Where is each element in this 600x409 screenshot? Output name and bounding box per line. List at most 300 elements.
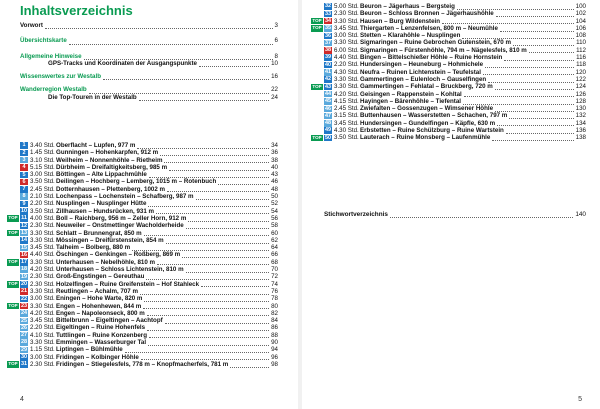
tour-page: 104 — [575, 17, 586, 25]
tour-number-badge: 46 — [324, 105, 332, 112]
tour-number-badge: 15 — [20, 244, 28, 251]
right-page — [304, 0, 600, 409]
tour-name: Buttenhausen – Wasserstetten – Schachen, 797 m — [360, 112, 508, 120]
leader-dots — [103, 74, 269, 80]
tour-number-badge: 49 — [324, 127, 332, 134]
tour-number-badge: 40 — [324, 61, 332, 68]
toc-entry[interactable] — [20, 53, 278, 60]
tour-duration: 3.30 Std. — [334, 83, 359, 91]
toc-page: 22 — [271, 86, 278, 94]
tour-name: Nusplingen – Nusplinger Hütte — [56, 200, 147, 208]
top-tour-badge: TOP — [8, 302, 18, 308]
tour-duration: 4.40 Std. — [30, 251, 55, 259]
tour-name: Hausen – Burg Wildenstein — [360, 17, 441, 25]
leader-dots — [141, 354, 269, 360]
tour-duration: 3.30 Std. — [334, 39, 359, 47]
tour-entry[interactable] — [20, 317, 278, 324]
leader-dots — [182, 252, 269, 258]
tour-page: 43 — [271, 171, 278, 179]
tour-entry[interactable] — [324, 32, 586, 39]
tour-number-badge: 31 — [20, 361, 28, 368]
tour-number-badge: 42 — [324, 76, 332, 83]
tour-page: 134 — [575, 119, 586, 127]
toc-page: 6 — [274, 37, 278, 45]
tour-entry[interactable] — [20, 222, 278, 229]
toc-entry[interactable] — [20, 22, 278, 29]
tour-entry[interactable] — [20, 193, 278, 200]
leader-dots — [492, 135, 573, 141]
tour-page: 94 — [271, 346, 278, 354]
tour-duration: 2.30 Std. — [30, 273, 55, 281]
tour-entry[interactable] — [20, 273, 278, 280]
leader-dots — [496, 11, 574, 17]
tour-page: 36 — [271, 149, 278, 157]
leader-dots — [513, 40, 574, 46]
leader-dots — [509, 113, 573, 119]
tour-page: 70 — [271, 266, 278, 274]
tour-number-badge: 21 — [20, 288, 28, 295]
tour-entry[interactable] — [20, 354, 278, 361]
tour-page: 88 — [271, 331, 278, 339]
leader-dots — [157, 259, 269, 265]
tour-duration: 3.30 Std. — [30, 229, 55, 237]
leader-dots — [464, 91, 574, 97]
leader-dots — [497, 120, 574, 126]
tour-entry[interactable] — [20, 208, 278, 215]
tour-page: 34 — [271, 142, 278, 149]
tour-number-badge: 37 — [324, 39, 332, 46]
book-gutter — [298, 0, 302, 409]
tour-name: Erbstetten – Ruine Schülzburg – Ruine Wartstein — [360, 127, 504, 135]
leader-dots — [148, 340, 269, 346]
tour-number-badge: 30 — [20, 354, 28, 360]
leader-dots — [69, 39, 273, 45]
tour-page: 132 — [575, 112, 586, 120]
tour-duration: 3.45 Std. — [334, 119, 359, 127]
tour-entry[interactable] — [324, 112, 586, 119]
leader-dots — [146, 274, 269, 280]
tour-page: 138 — [575, 134, 586, 142]
top-tour-badge: TOP — [312, 17, 322, 23]
tour-name: Emmingen – Wasserburger Tal — [56, 339, 147, 347]
tour-duration: 3.00 Std. — [30, 353, 55, 361]
tour-name: Zillhausen – Hundsrücken, 931 m — [56, 207, 154, 215]
tour-page: 84 — [271, 317, 278, 325]
tour-page: 90 — [271, 339, 278, 347]
tour-duration: 3.50 Std. — [334, 134, 359, 142]
tour-name: Bingen – Bittelschießer Höhle – Ruine Hornstein — [360, 54, 503, 62]
toc-label: Übersichtskarte — [20, 37, 67, 45]
tour-name: Zwiefalten – Gossenzugen – Wimsener Höhle — [360, 105, 494, 113]
leader-dots — [442, 18, 574, 24]
index-entry[interactable] — [324, 211, 586, 218]
leader-dots — [495, 106, 574, 112]
leader-dots — [147, 325, 269, 331]
tour-number-badge: 39 — [324, 54, 332, 61]
tour-number-badge: 22 — [20, 295, 28, 302]
tour-entry[interactable] — [8, 302, 278, 310]
leader-dots — [139, 95, 269, 101]
tour-number-badge: 10 — [20, 208, 28, 215]
tour-duration: 5.15 Std. — [30, 163, 55, 171]
tour-duration: 3.45 Std. — [30, 317, 55, 325]
tour-name: Mössingen – Dreifürstenstein, 854 m — [56, 236, 164, 244]
tour-duration: 3.30 Std. — [30, 258, 55, 266]
tour-entry[interactable] — [312, 134, 586, 142]
tour-page: 116 — [576, 54, 586, 62]
toc-label: GPS-Tracks und Koordinaten der Ausgangspunkte — [48, 59, 197, 67]
tour-page: 98 — [271, 360, 278, 368]
tour-entry[interactable] — [8, 229, 278, 237]
tour-name: Beuron – Jägerhaus – Bergsteig — [360, 3, 455, 10]
tour-page: 128 — [575, 97, 586, 105]
tour-page: 40 — [271, 163, 278, 171]
tour-duration: 3.30 Std. — [30, 236, 55, 244]
leader-dots — [504, 55, 574, 61]
tour-list-right — [312, 3, 586, 142]
tour-duration: 3.50 Std. — [30, 207, 55, 215]
leader-dots — [149, 172, 269, 178]
tour-number-badge: 14 — [20, 237, 28, 244]
tour-duration: 3.40 Std. — [30, 142, 55, 149]
tour-entry[interactable] — [20, 178, 278, 185]
tour-duration: 3.30 Std. — [30, 287, 55, 295]
tour-entry[interactable] — [324, 98, 586, 105]
left-page — [0, 0, 296, 409]
tour-name: Fridingen – Stiegelesfels, 778 m – Knopfmacherfels, 781 m — [56, 360, 229, 368]
tour-page: 100 — [575, 3, 586, 10]
toc-entry[interactable] — [20, 60, 278, 67]
tour-page: 80 — [271, 302, 278, 310]
tour-name: Lauterach – Ruine Monsberg – Laufenmühle — [360, 134, 491, 142]
tour-entry[interactable] — [20, 200, 278, 207]
tour-page: 56 — [271, 214, 278, 222]
tour-duration: 2.30 Std. — [30, 280, 55, 288]
leader-dots — [483, 69, 574, 75]
tour-name: Weilheim – Nonnenhöhle – Rietheim — [56, 156, 163, 164]
toc-label: Wanderregion Westalb — [20, 86, 87, 94]
top-tour-badge: TOP — [312, 134, 322, 140]
tour-name: Eningen – Hohe Warte, 820 m — [56, 295, 143, 303]
toc-page: 8 — [274, 52, 278, 60]
toc-entry[interactable] — [20, 73, 278, 80]
tour-name: Lochenpass – Lochenstein – Schafberg, 987 m — [56, 193, 194, 201]
leader-dots — [462, 33, 573, 39]
tour-number-badge: 7 — [20, 186, 28, 193]
tour-entry[interactable] — [20, 157, 278, 164]
leader-dots — [463, 99, 574, 105]
tour-page: 52 — [271, 200, 278, 208]
tour-number-badge: 38 — [324, 47, 332, 54]
tour-duration: 2.45 Std. — [30, 185, 55, 193]
tour-number-badge: 9 — [20, 201, 28, 208]
tour-page: 122 — [575, 75, 586, 83]
tour-number-badge: 4 — [20, 164, 28, 171]
tour-duration: 4.30 Std. — [334, 68, 359, 76]
tour-duration: 4.00 Std. — [30, 214, 55, 222]
tour-duration: 4.10 Std. — [30, 331, 55, 339]
tour-duration: 3.50 Std. — [30, 178, 55, 186]
tour-name: Stetten – Klarahöhle – Nusplingen — [360, 32, 461, 40]
tour-duration: 2.30 Std. — [30, 360, 55, 368]
tour-entry[interactable] — [324, 69, 586, 76]
page-title: Inhaltsverzeichnis — [20, 3, 133, 18]
tour-page: 46 — [271, 178, 278, 186]
tour-entry[interactable] — [312, 24, 586, 32]
tour-duration: 3.00 Std. — [30, 171, 55, 179]
tour-page: 124 — [575, 83, 586, 91]
tour-name: Beuron – Schloss Bronnen – Jägerhaushöhle — [360, 10, 494, 18]
tour-entry[interactable] — [8, 360, 278, 368]
toc-label: Vorwort — [20, 22, 43, 29]
tour-duration: 3.30 Std. — [30, 339, 55, 347]
tour-number-badge: 8 — [20, 193, 28, 200]
tour-entry[interactable] — [20, 339, 278, 346]
tour-entry[interactable] — [20, 251, 278, 258]
tour-entry[interactable] — [20, 346, 278, 353]
tour-name: Unterhausen – Nebelhöhle, 810 m — [56, 258, 156, 266]
tour-number-badge: 23 — [20, 302, 28, 309]
tour-number-badge: 17 — [20, 259, 28, 266]
leader-dots — [230, 362, 269, 368]
tour-entry[interactable] — [8, 258, 278, 266]
leader-dots — [457, 4, 574, 10]
leader-dots — [143, 303, 269, 309]
tour-duration: 2.10 Std. — [30, 193, 55, 201]
tour-entry[interactable] — [312, 17, 586, 25]
tour-list-left — [8, 142, 278, 368]
tour-duration: 2.20 Std. — [30, 200, 55, 208]
tour-page: 66 — [271, 251, 278, 259]
tour-page: 106 — [575, 24, 586, 32]
tour-page: 86 — [271, 324, 278, 332]
tour-entry[interactable] — [324, 127, 586, 134]
tour-page: 74 — [271, 280, 278, 288]
tour-duration: 5.00 Std. — [334, 3, 359, 10]
tour-number-badge: 13 — [20, 229, 28, 236]
tour-entry[interactable] — [20, 295, 278, 302]
tour-entry[interactable] — [20, 332, 278, 339]
tour-entry[interactable] — [324, 105, 586, 112]
tour-page: 68 — [271, 258, 278, 266]
tour-number-badge: 41 — [324, 69, 332, 76]
tour-page: 120 — [575, 68, 586, 76]
tour-name: Unterhausen – Schloss Lichtenstein, 810 m — [56, 266, 184, 274]
leader-dots — [500, 26, 574, 32]
tour-number-badge: 3 — [20, 157, 28, 164]
leader-dots — [196, 194, 270, 200]
tour-entry[interactable] — [20, 149, 278, 156]
tour-page: 48 — [271, 185, 278, 193]
toc-entry[interactable] — [20, 37, 278, 44]
tour-name: Dürbheim – Dreifaltigkeitsberg, 985 m — [56, 163, 168, 171]
tour-entry[interactable] — [20, 266, 278, 273]
tour-name: Engen – Napoleonseck, 800 m — [56, 309, 145, 317]
tour-duration: 3.00 Std. — [30, 295, 55, 303]
tour-name: Deilingen – Hochberg – Lemberg, 1015 m – Rotenbuch — [56, 178, 217, 186]
top-tour-badge: TOP — [8, 229, 18, 235]
tour-name: Boll – Raichberg, 956 m – Zeller Horn, 912 m — [56, 214, 187, 222]
tour-duration: 3.45 Std. — [334, 24, 359, 32]
tour-number-badge: 24 — [20, 310, 28, 317]
tour-duration: 3.30 Std. — [334, 75, 359, 83]
tour-page: 96 — [271, 353, 278, 361]
tour-page: 136 — [575, 127, 586, 135]
tour-page: 102 — [575, 10, 586, 18]
tour-name: Geisingen – Rappenstein – Kohltal — [360, 90, 462, 98]
tour-entry[interactable] — [324, 120, 586, 127]
leader-dots — [186, 267, 270, 273]
tour-name: Talheim – Bolberg, 880 m — [56, 244, 131, 252]
tour-number-badge: 19 — [20, 273, 28, 280]
tour-duration: 4.20 Std. — [334, 90, 359, 98]
tour-name: Eigeltingen – Ruine Hohenfels — [56, 324, 146, 332]
tour-entry[interactable] — [20, 237, 278, 244]
tour-number-badge: 2 — [20, 150, 28, 157]
tour-name: Holzelfingen – Ruine Greifenstein – Hof Stahleck — [56, 280, 200, 288]
tour-duration: 3.30 Std. — [30, 302, 55, 310]
tour-duration: 1.45 Std. — [30, 149, 55, 157]
tour-entry[interactable] — [324, 61, 586, 68]
leader-dots — [201, 281, 269, 287]
top-tour-badge: TOP — [8, 361, 18, 367]
leader-dots — [488, 77, 573, 83]
leader-dots — [529, 47, 574, 53]
tour-entry[interactable] — [324, 91, 586, 98]
leader-dots — [485, 62, 574, 68]
tour-number-badge: 12 — [20, 222, 28, 229]
tour-name: Gunningen – Hohenkarpfen, 912 m — [56, 149, 159, 157]
tour-entry[interactable] — [20, 186, 278, 193]
leader-dots — [140, 289, 269, 295]
top-tour-badge: TOP — [312, 25, 322, 31]
tour-page: 112 — [576, 46, 586, 54]
tour-number-badge: 50 — [324, 134, 332, 141]
tour-entry[interactable] — [8, 280, 278, 288]
tour-number-badge: 43 — [324, 83, 332, 90]
tour-duration: 3.45 Std. — [30, 244, 55, 252]
tour-page: 118 — [576, 61, 586, 69]
tour-number-badge: 29 — [20, 346, 28, 353]
tour-name: Gammertingen – Eulenloch – Gauselfingen — [360, 75, 487, 83]
page-number-right: 5 — [578, 396, 582, 403]
tour-number-badge: 16 — [20, 251, 28, 258]
tour-name: Bittelbrunn – Eigeltingen – Aachtopf — [56, 317, 163, 325]
tour-entry[interactable] — [324, 3, 586, 10]
toc-page: 10 — [271, 59, 278, 67]
tour-name: Fridingen – Kolbinger Höhle — [56, 353, 139, 361]
tour-name: Öschingen – Genkingen – Roßberg, 869 m — [56, 251, 181, 259]
tour-entry[interactable] — [20, 310, 278, 317]
tour-duration: 2.20 Std. — [30, 324, 55, 332]
tour-entry[interactable] — [20, 142, 278, 149]
top-tour-badge: TOP — [8, 281, 18, 287]
tour-number-badge: 44 — [324, 90, 332, 97]
tour-page: 72 — [271, 273, 278, 281]
tour-entry[interactable] — [8, 214, 278, 222]
tour-entry[interactable] — [20, 324, 278, 331]
front-matter-list — [20, 22, 278, 101]
toc-entry[interactable] — [20, 94, 278, 101]
tour-name: Böttingen – Alte Lippachmühle — [56, 171, 147, 179]
tour-page: 82 — [271, 309, 278, 317]
leader-dots — [166, 238, 269, 244]
tour-duration: 3.30 Std. — [334, 17, 359, 25]
tour-duration: 3.00 Std. — [334, 32, 359, 40]
top-tour-badge: TOP — [312, 83, 322, 89]
leader-dots — [188, 216, 269, 222]
tour-page: 108 — [575, 32, 586, 40]
leader-dots — [149, 332, 269, 338]
page-number-left: 4 — [20, 396, 24, 403]
top-tour-badge: TOP — [8, 259, 18, 265]
tour-name: Sigmaringen – Ruine Gebrochen Gutenstein, 670 m — [360, 39, 511, 47]
toc-page: 3 — [274, 22, 278, 29]
tour-name: Liptingen – Bühlmühle — [56, 346, 123, 354]
tour-entry[interactable] — [312, 83, 586, 91]
tour-entry[interactable] — [20, 164, 278, 171]
leader-dots — [390, 212, 573, 218]
tour-page: 130 — [575, 105, 586, 113]
tour-duration: 1.15 Std. — [30, 346, 55, 354]
tour-name: Gammertingen – Fehlatal – Bruckberg, 720 m — [360, 83, 493, 91]
tour-page: 54 — [271, 207, 278, 215]
leader-dots — [165, 318, 269, 324]
tour-page: 58 — [271, 222, 278, 230]
tour-duration: 2.30 Std. — [334, 10, 359, 18]
leader-dots — [147, 310, 269, 316]
tour-entry[interactable] — [324, 10, 586, 17]
tour-entry[interactable] — [20, 288, 278, 295]
tour-name: Sigmaringen – Fürstenhöhle, 794 m – Nägelesfels, 810 m — [360, 46, 527, 54]
tour-number-badge: 25 — [20, 317, 28, 324]
tour-entry[interactable] — [324, 76, 586, 83]
tour-number-badge: 5 — [20, 172, 28, 179]
leader-dots — [132, 245, 269, 251]
tour-number-badge: 35 — [324, 25, 332, 32]
tour-page: 50 — [271, 193, 278, 201]
leader-dots — [160, 150, 269, 156]
tour-number-badge: 6 — [20, 179, 28, 186]
tour-name: Groß-Engstingen – Gereuthau — [56, 273, 145, 281]
tour-duration: 3.10 Std. — [30, 156, 55, 164]
tour-entry[interactable] — [20, 171, 278, 178]
tour-entry[interactable] — [324, 54, 586, 61]
tour-number-badge: 20 — [20, 281, 28, 288]
tour-number-badge: 11 — [21, 215, 27, 222]
tour-entry[interactable] — [20, 244, 278, 251]
tour-name: Reutlingen – Achalm, 707 m — [56, 287, 138, 295]
tour-name: Tuttlingen – Ruine Konzenberg — [56, 331, 147, 339]
index-label: Stichwortverzeichnis — [324, 211, 388, 219]
toc-entry[interactable] — [20, 86, 278, 93]
tour-page: 126 — [575, 90, 586, 98]
tour-duration: 4.40 Std. — [334, 54, 359, 62]
toc-label: Allgemeine Hinweise — [20, 52, 82, 60]
tour-entry[interactable] — [324, 39, 586, 46]
leader-dots — [495, 84, 574, 90]
tour-entry[interactable] — [324, 47, 586, 54]
tour-name: Engen – Hohenhewen, 844 m — [56, 302, 142, 310]
tour-page: 110 — [576, 39, 586, 47]
leader-dots — [125, 347, 269, 353]
tour-duration: 2.45 Std. — [334, 105, 359, 113]
tour-number-badge: 45 — [324, 98, 332, 105]
toc-label: Wissenswertes zur Westalb — [20, 73, 101, 81]
leader-dots — [186, 223, 269, 229]
leader-dots — [164, 157, 269, 163]
leader-dots — [199, 61, 269, 67]
